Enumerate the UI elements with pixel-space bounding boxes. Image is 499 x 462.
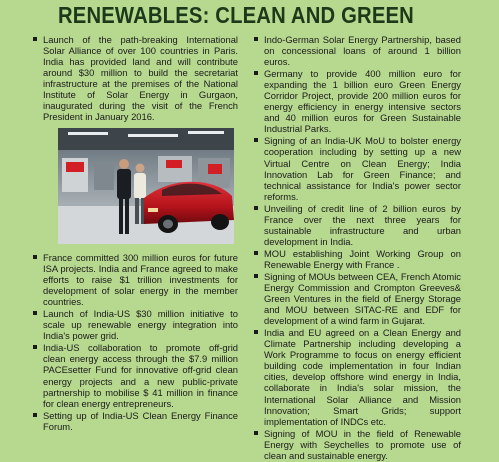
left-column-bottom: [32, 252, 238, 433]
bullet-item: India and EU agreed on a Clean Energy and Climate Partnership including developing a Work Programme to focus on energy efficient building code implementation in four Indian cities, develop offshore wind energy in India, collaborate in India's solar mission, the International Solar Alliance and Mission Innovation; Smart Grids; support implementation of INDCs etc.: [253, 327, 461, 426]
bullet-item: Setting up of India-US Clean Energy Finance Forum.: [32, 410, 238, 432]
page-title: RENEWABLES: CLEAN AND GREEN: [58, 2, 414, 28]
bullet-item: India-US collaboration to promote off-grid clean energy access through the $7.9 million PACEsetter Fund for innovative off-grid clean energy projects and a new public-private partnership to mobilise $ 41 million in finance for clean energy entrepreneurs.: [32, 342, 238, 408]
left-column-top: [32, 34, 238, 123]
bullet-item: Signing of MOUs between CEA, French Atomic Energy Commission and Crompton Greeves& Green Ventures in the field of Energy Storage and MOU between SITAC-RE and EDF for development of a wind farm in Gujarat.: [253, 271, 461, 326]
left-bottom-bullet-list: [32, 252, 238, 432]
photo-illustration: [58, 128, 234, 244]
right-bullet-list: [253, 34, 461, 461]
right-column: [253, 34, 461, 462]
bullet-item: Unveiling of credit line of 2 billion euros by France over the next three years for sustainable infrastructure and urban development in India.: [253, 203, 461, 247]
bullet-item: MOU establishing Joint Working Group on Renewable Energy with France .: [253, 248, 461, 270]
bullet-item: Signing of MOU in the field of Renewable Energy with Seychelles to promote use of clean and sustainable energy.: [253, 428, 461, 461]
bullet-item: Germany to provide 400 million euro for expanding the 1 billion euro Green Energy Corridor Project, provide 200 million euros for energy efficiency in energy intensive sectors and 40 million euros for Green Sustainable Industrial Parks.: [253, 68, 461, 134]
left-top-bullet-list: [32, 34, 238, 122]
bullet-item: Indo-German Solar Energy Partnership, based on concessional loans of around 1 billion euros.: [253, 34, 461, 67]
bullet-item: Launch of the path-breaking International Solar Alliance of over 100 countries in Paris. India has provided land and will contribute around $30 million to build the secretariat infrastructure at the premises of the National Institute of Solar Energy in Gurgaon, inaugurated during the visit of the French President in January 2016.: [32, 34, 238, 122]
bullet-item: Signing of an India-UK MoU to bolster energy cooperation including by setting up a new Virtual Centre on Clean Energy; India Innovation Lab for Green Finance; and technical assistance for India's power sector reforms.: [253, 135, 461, 201]
tesla-factory-photo: [58, 128, 234, 244]
bullet-item: France committed 300 million euros for future ISA projects. India and France agreed to make efforts to raise $1 trillion investments for development of solar energy in the member countries.: [32, 252, 238, 307]
bullet-item: Launch of India-US $30 million initiative to scale up renewable energy integration into India's power grid.: [32, 308, 238, 341]
